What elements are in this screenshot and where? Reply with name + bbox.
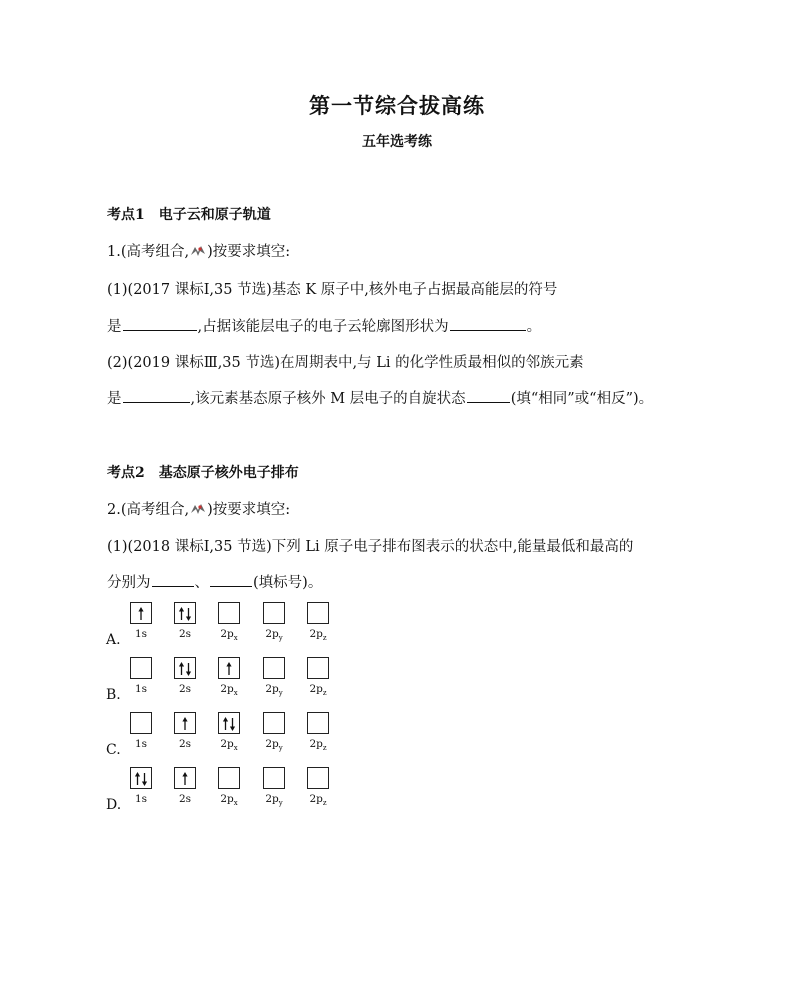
orbital-label: 2s [178,738,192,750]
orbital-label: $2p_y$ [265,683,283,698]
section-2-number: 考点2 [107,465,145,481]
question-2-stem [107,498,290,519]
orbital-box [263,712,285,734]
orbital-label: 1s [134,628,148,640]
section-1-number: 考点1 [107,207,145,223]
option-letter: C. [106,742,121,758]
spin-up-arrow-icon [175,768,195,788]
orbital-label: 2s [178,628,192,640]
spin-up-arrow-icon [175,713,195,733]
orbital-label: 1s [134,738,148,750]
orbital-box [218,712,240,734]
orbital-box [174,712,196,734]
orbital-box [218,657,240,679]
star-burst-icon [190,503,206,515]
spin-pair-arrows-icon [131,768,151,788]
q2p1-text-a: 分别为 [107,575,151,591]
orbital-box [263,602,285,624]
spin-up-arrow-icon [219,658,239,678]
orbital-box [130,602,152,624]
q2p1-text-c: (填标号)。 [253,575,323,591]
orbital-box [218,602,240,624]
orbital-box [263,657,285,679]
spin-pair-arrows-icon [219,713,239,733]
orbital-box [263,767,285,789]
answer-blank[interactable] [210,572,252,587]
star-burst-icon [190,245,206,257]
section-2-title: 基态原子核外电子排布 [158,465,299,481]
orbital-label: $2p_y$ [265,793,283,808]
q1p2-text-a: 是 [107,391,122,407]
orbital-label: $2p_y$ [265,738,283,753]
q1p2-text-b: ,该元素基态原子核外 M 层电子的自旋状态 [190,391,466,407]
orbital-box [307,712,329,734]
orbital-box [130,657,152,679]
answer-blank[interactable] [152,572,194,587]
question-1-part-1-line-2 [107,315,541,336]
orbital-label: $2p_y$ [265,628,283,643]
section-2-heading [107,462,299,482]
question-2-part-1-line-2 [107,571,322,592]
orbital-label: $2p_z$ [309,683,327,698]
q2p1-text-b: 、 [194,575,209,591]
spin-pair-arrows-icon [175,658,195,678]
question-2-stem-prefix: 2.(高考组合, [107,502,190,518]
section-1-title: 电子云和原子轨道 [158,207,271,223]
orbital-label: 2s [178,793,192,805]
question-2-stem-suffix: )按要求填空: [207,502,291,518]
answer-blank[interactable] [123,316,197,331]
page-title: 第一节综合拔高练 [309,93,485,118]
orbital-label: 1s [134,793,148,805]
question-1-stem-suffix: )按要求填空: [207,244,291,260]
spin-up-arrow-icon [131,603,151,623]
orbital-label: $2p_z$ [309,628,327,643]
q1p1-text-c: 。 [526,319,542,335]
orbital-box [307,657,329,679]
question-1-part-1-line-1: (1)(2017 课标Ⅰ,35 节选)基态 K 原子中,核外电子占据最高能层的符号 [107,282,558,298]
answer-blank[interactable] [467,388,510,403]
orbital-label: $2p_x$ [220,683,238,698]
q1p2-text-c: (填“相同”或“相反”)。 [510,391,654,407]
answer-blank[interactable] [450,316,526,331]
orbital-box [130,712,152,734]
orbital-box [174,767,196,789]
option-letter: B. [106,687,121,703]
question-1-stem [107,240,290,261]
orbital-label: $2p_z$ [309,793,327,808]
orbital-box [307,602,329,624]
option-letter: A. [106,632,121,648]
option-letter: D. [106,797,122,813]
question-2-part-1-line-1: (1)(2018 课标Ⅰ,35 节选)下列 Li 原子电子排布图表示的状态中,能量最低和最高的 [107,539,634,555]
question-1-stem-prefix: 1.(高考组合, [107,244,190,260]
q1p1-text-a: 是 [107,319,122,335]
answer-blank[interactable] [123,388,190,403]
question-1-part-2-line-1: (2)(2019 课标Ⅲ,35 节选)在周期表中,与 Li 的化学性质最相似的邻族元素 [107,355,584,371]
orbital-box [218,767,240,789]
section-1-heading [107,204,271,224]
orbital-label: $2p_x$ [220,738,238,753]
q1p1-text-b: ,占据该能层电子的电子云轮廓图形状为 [197,319,449,335]
orbital-box [174,657,196,679]
orbital-label: $2p_z$ [309,738,327,753]
question-1-part-2-line-2 [107,387,653,408]
orbital-label: $2p_x$ [220,628,238,643]
orbital-label: $2p_x$ [220,793,238,808]
spin-pair-arrows-icon [175,603,195,623]
orbital-box [174,602,196,624]
page-subtitle: 五年选考练 [362,134,432,150]
orbital-label: 2s [178,683,192,695]
orbital-box [307,767,329,789]
orbital-box [130,767,152,789]
orbital-label: 1s [134,683,148,695]
